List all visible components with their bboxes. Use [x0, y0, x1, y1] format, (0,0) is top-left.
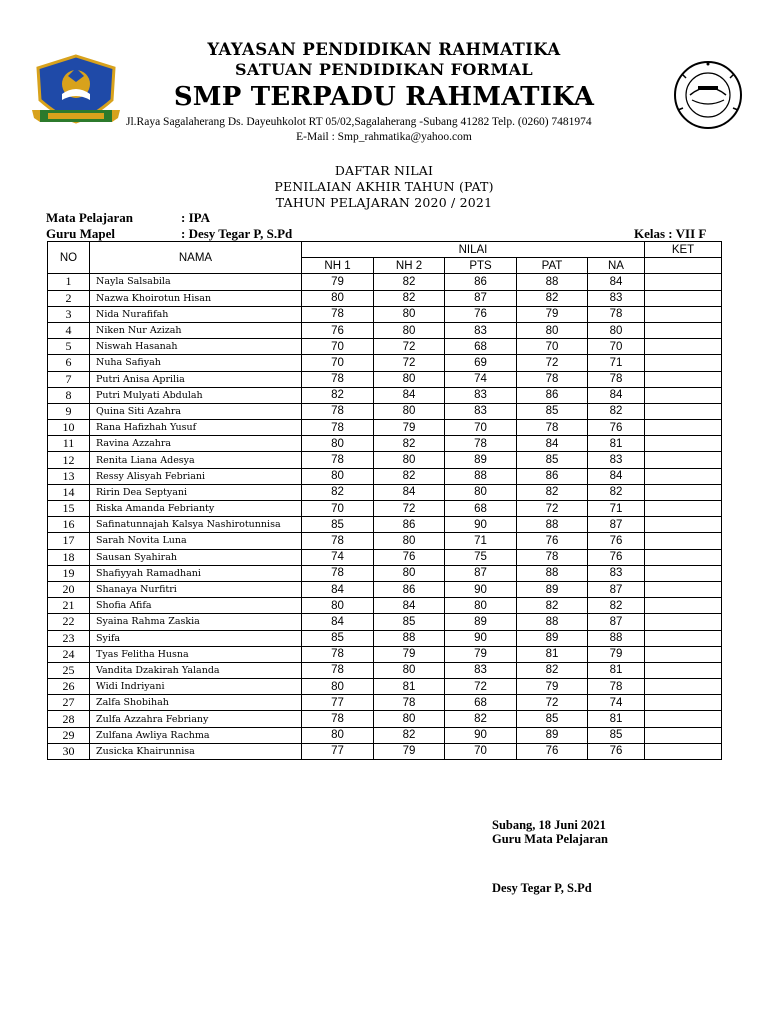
cell-pts: 68 [445, 339, 517, 355]
cell-pat: 76 [517, 743, 588, 759]
table-row [48, 646, 722, 662]
cell-pat: 85 [517, 711, 588, 727]
cell-ket [645, 371, 722, 387]
cell-pts: 76 [445, 306, 517, 322]
cell-nh1: 82 [302, 387, 374, 403]
cell-name: Shafiyyah Ramadhani [90, 565, 302, 581]
cell-pts: 74 [445, 371, 517, 387]
cell-ket [645, 662, 722, 678]
cell-na: 76 [588, 533, 645, 549]
cell-na: 81 [588, 662, 645, 678]
table-row [48, 533, 722, 549]
cell-na: 84 [588, 274, 645, 290]
cell-pts: 68 [445, 695, 517, 711]
cell-nh1: 77 [302, 695, 374, 711]
cell-no: 6 [48, 355, 90, 371]
foundation-name: YAYASAN PENDIDIKAN RAHMATIKA [207, 40, 561, 59]
cell-no: 29 [48, 727, 90, 743]
cell-pat: 78 [517, 420, 588, 436]
cell-ket [645, 339, 722, 355]
cell-no: 21 [48, 598, 90, 614]
cell-pat: 82 [517, 598, 588, 614]
table-row [48, 711, 722, 727]
table-row [48, 274, 722, 290]
cell-nh2: 72 [374, 501, 445, 517]
cell-na: 82 [588, 403, 645, 419]
cell-pat: 89 [517, 630, 588, 646]
cell-pts: 78 [445, 436, 517, 452]
cell-name: Widi Indriyani [90, 679, 302, 695]
cell-no: 24 [48, 646, 90, 662]
cell-na: 71 [588, 501, 645, 517]
cell-pat: 88 [517, 517, 588, 533]
table-row [48, 727, 722, 743]
cell-name: Safinatunnajah Kalsya Nashirotunnisa [90, 517, 302, 533]
cell-nh2: 82 [374, 468, 445, 484]
cell-na: 78 [588, 679, 645, 695]
cell-name: Zusicka Khairunnisa [90, 743, 302, 759]
sign-place-date: Subang, 18 Juni 2021 [492, 818, 606, 832]
cell-ket [645, 452, 722, 468]
cell-name: Niswah Hasanah [90, 339, 302, 355]
cell-pts: 70 [445, 743, 517, 759]
cell-nh2: 86 [374, 517, 445, 533]
cell-nh2: 84 [374, 598, 445, 614]
cell-ket [645, 517, 722, 533]
cell-na: 76 [588, 549, 645, 565]
cell-nh1: 76 [302, 322, 374, 338]
cell-nh2: 82 [374, 436, 445, 452]
cell-na: 80 [588, 322, 645, 338]
cell-ket [645, 743, 722, 759]
cell-ket [645, 549, 722, 565]
cell-pts: 87 [445, 565, 517, 581]
cell-nh1: 78 [302, 306, 374, 322]
cell-pat: 82 [517, 662, 588, 678]
table-row [48, 355, 722, 371]
cell-nh1: 70 [302, 339, 374, 355]
cell-pts: 83 [445, 662, 517, 678]
header-nilai: NILAI [302, 242, 645, 258]
cell-nh2: 88 [374, 630, 445, 646]
cell-pts: 68 [445, 501, 517, 517]
cell-pat: 79 [517, 679, 588, 695]
cell-pts: 90 [445, 630, 517, 646]
cell-name: Ririn Dea Septyani [90, 484, 302, 500]
cell-nh2: 78 [374, 695, 445, 711]
cell-no: 14 [48, 484, 90, 500]
cell-no: 10 [48, 420, 90, 436]
subject-value: : IPA [181, 210, 211, 225]
cell-nh2: 82 [374, 727, 445, 743]
cell-name: Nazwa Khoirotun Hisan [90, 290, 302, 306]
cell-na: 70 [588, 339, 645, 355]
cell-pts: 89 [445, 452, 517, 468]
cell-nh1: 80 [302, 290, 374, 306]
cell-pts: 80 [445, 484, 517, 500]
table-row [48, 598, 722, 614]
cell-pat: 84 [517, 436, 588, 452]
header-na: NA [588, 258, 645, 274]
cell-nh2: 80 [374, 403, 445, 419]
cell-name: Syifa [90, 630, 302, 646]
cell-nh2: 85 [374, 614, 445, 630]
cell-pat: 86 [517, 468, 588, 484]
cell-ket [645, 322, 722, 338]
table-row [48, 452, 722, 468]
cell-ket [645, 533, 722, 549]
teacher-value: : Desy Tegar P, S.Pd [181, 226, 293, 241]
table-row [48, 614, 722, 630]
cell-na: 82 [588, 484, 645, 500]
cell-ket [645, 403, 722, 419]
cell-name: Putri Anisa Aprilia [90, 371, 302, 387]
cell-pat: 79 [517, 306, 588, 322]
cell-pts: 71 [445, 533, 517, 549]
cell-ket [645, 711, 722, 727]
cell-pts: 75 [445, 549, 517, 565]
table-row [48, 468, 722, 484]
cell-pat: 85 [517, 403, 588, 419]
cell-name: Shofia Afifa [90, 598, 302, 614]
unit-name: SATUAN PENDIDIKAN FORMAL [234, 60, 534, 79]
cell-no: 22 [48, 614, 90, 630]
cell-no: 25 [48, 662, 90, 678]
cell-nh1: 85 [302, 630, 374, 646]
table-row [48, 420, 722, 436]
cell-no: 7 [48, 371, 90, 387]
cell-nh1: 74 [302, 549, 374, 565]
table-row [48, 306, 722, 322]
cell-na: 85 [588, 727, 645, 743]
cell-nh1: 80 [302, 679, 374, 695]
cell-na: 76 [588, 743, 645, 759]
cell-ket [645, 727, 722, 743]
cell-ket [645, 598, 722, 614]
school-name: SMP TERPADU RAHMATIKA [173, 82, 595, 112]
cell-no: 20 [48, 581, 90, 597]
cell-no: 5 [48, 339, 90, 355]
table-row [48, 436, 722, 452]
cell-ket [645, 614, 722, 630]
cell-no: 1 [48, 274, 90, 290]
cell-na: 84 [588, 387, 645, 403]
cell-nh1: 78 [302, 662, 374, 678]
cell-pts: 79 [445, 646, 517, 662]
cell-na: 83 [588, 565, 645, 581]
cell-pat: 78 [517, 549, 588, 565]
cell-pts: 89 [445, 614, 517, 630]
cell-nh1: 70 [302, 355, 374, 371]
cell-nh2: 72 [374, 355, 445, 371]
cell-name: Renita Liana Adesya [90, 452, 302, 468]
header-pat: PAT [517, 258, 588, 274]
header-nh1: NH 1 [302, 258, 374, 274]
cell-nh2: 79 [374, 743, 445, 759]
cell-pat: 89 [517, 581, 588, 597]
table-row [48, 339, 722, 355]
cell-no: 13 [48, 468, 90, 484]
table-row [48, 695, 722, 711]
cell-name: Nida Nurafifah [90, 306, 302, 322]
cell-pts: 83 [445, 403, 517, 419]
cell-nh2: 76 [374, 549, 445, 565]
cell-pat: 76 [517, 533, 588, 549]
cell-no: 16 [48, 517, 90, 533]
cell-no: 8 [48, 387, 90, 403]
cell-nh1: 84 [302, 581, 374, 597]
cell-pat: 81 [517, 646, 588, 662]
cell-no: 11 [48, 436, 90, 452]
table-row [48, 403, 722, 419]
cell-nh2: 80 [374, 306, 445, 322]
cell-name: Quina Siti Azahra [90, 403, 302, 419]
cell-na: 84 [588, 468, 645, 484]
cell-nh1: 78 [302, 565, 374, 581]
sign-role: Guru Mata Pelajaran [492, 832, 608, 846]
cell-pts: 90 [445, 517, 517, 533]
cell-na: 81 [588, 711, 645, 727]
cell-pat: 72 [517, 355, 588, 371]
cell-ket [645, 501, 722, 517]
cell-no: 19 [48, 565, 90, 581]
cell-nh2: 80 [374, 533, 445, 549]
cell-nh2: 84 [374, 387, 445, 403]
cell-nh1: 78 [302, 371, 374, 387]
cell-name: Vandita Dzakirah Yalanda [90, 662, 302, 678]
cell-name: Riska Amanda Febrianty [90, 501, 302, 517]
cell-na: 81 [588, 436, 645, 452]
cell-name: Zulfa Azzahra Febriany [90, 711, 302, 727]
cell-nh1: 82 [302, 484, 374, 500]
cell-ket [645, 306, 722, 322]
cell-nh1: 79 [302, 274, 374, 290]
cell-no: 23 [48, 630, 90, 646]
cell-no: 2 [48, 290, 90, 306]
cell-na: 83 [588, 452, 645, 468]
round-seal-logo [668, 60, 748, 130]
table-row [48, 549, 722, 565]
cell-nh1: 77 [302, 743, 374, 759]
cell-nh1: 78 [302, 711, 374, 727]
cell-pat: 72 [517, 501, 588, 517]
cell-pat: 88 [517, 614, 588, 630]
cell-nh1: 85 [302, 517, 374, 533]
cell-nh1: 78 [302, 403, 374, 419]
cell-pts: 70 [445, 420, 517, 436]
cell-pts: 83 [445, 322, 517, 338]
cell-no: 3 [48, 306, 90, 322]
cell-ket [645, 468, 722, 484]
cell-no: 15 [48, 501, 90, 517]
table-row [48, 290, 722, 306]
cell-nh1: 80 [302, 598, 374, 614]
header-ket-blank [645, 258, 722, 274]
cell-na: 87 [588, 517, 645, 533]
cell-name: Sausan Syahirah [90, 549, 302, 565]
cell-name: Nuha Safiyah [90, 355, 302, 371]
cell-name: Niken Nur Azizah [90, 322, 302, 338]
cell-ket [645, 355, 722, 371]
cell-no: 28 [48, 711, 90, 727]
cell-name: Putri Mulyati Abdulah [90, 387, 302, 403]
cell-nh2: 84 [374, 484, 445, 500]
cell-pat: 89 [517, 727, 588, 743]
school-address: Jl.Raya Sagalaherang Ds. Dayeuhkolot RT 05/02,Sagalaherang -Subang 41282 Telp. (0260) 7481974 [126, 116, 592, 128]
cell-na: 71 [588, 355, 645, 371]
cell-pat: 88 [517, 565, 588, 581]
cell-ket [645, 387, 722, 403]
table-row [48, 371, 722, 387]
cell-nh2: 86 [374, 581, 445, 597]
table-row [48, 630, 722, 646]
cell-nh1: 80 [302, 468, 374, 484]
cell-na: 82 [588, 598, 645, 614]
cell-nh2: 79 [374, 420, 445, 436]
table-row [48, 565, 722, 581]
teacher-label: Guru Mapel [46, 226, 115, 241]
cell-nh2: 72 [374, 339, 445, 355]
cell-nh2: 80 [374, 452, 445, 468]
cell-pts: 90 [445, 727, 517, 743]
cell-no: 26 [48, 679, 90, 695]
cell-pat: 88 [517, 274, 588, 290]
cell-no: 12 [48, 452, 90, 468]
sign-name: Desy Tegar P, S.Pd [492, 881, 592, 895]
cell-ket [645, 290, 722, 306]
cell-name: Ravina Azzahra [90, 436, 302, 452]
cell-nh1: 80 [302, 727, 374, 743]
cell-name: Rana Hafizhah Yusuf [90, 420, 302, 436]
cell-nh1: 78 [302, 533, 374, 549]
cell-ket [645, 646, 722, 662]
cell-nh1: 84 [302, 614, 374, 630]
table-row [48, 517, 722, 533]
cell-nh2: 80 [374, 322, 445, 338]
cell-na: 74 [588, 695, 645, 711]
cell-name: Nayla Salsabila [90, 274, 302, 290]
cell-nh1: 78 [302, 646, 374, 662]
cell-pat: 78 [517, 371, 588, 387]
cell-nh2: 80 [374, 711, 445, 727]
cell-no: 30 [48, 743, 90, 759]
cell-pts: 88 [445, 468, 517, 484]
cell-na: 78 [588, 371, 645, 387]
doc-year: TAHUN PELAJARAN 2020 / 2021 [275, 195, 493, 210]
cell-pat: 82 [517, 290, 588, 306]
cell-ket [645, 274, 722, 290]
cell-nh1: 78 [302, 452, 374, 468]
cell-pts: 80 [445, 598, 517, 614]
cell-nh1: 78 [302, 420, 374, 436]
cell-na: 87 [588, 614, 645, 630]
cell-pts: 82 [445, 711, 517, 727]
header-name: NAMA [90, 242, 302, 274]
table-row [48, 679, 722, 695]
grades-table [47, 241, 722, 760]
cell-name: Tyas Felitha Husna [90, 646, 302, 662]
cell-pat: 72 [517, 695, 588, 711]
table-row [48, 322, 722, 338]
cell-name: Shanaya Nurfitri [90, 581, 302, 597]
cell-ket [645, 420, 722, 436]
cell-name: Syaina Rahma Zaskia [90, 614, 302, 630]
cell-no: 27 [48, 695, 90, 711]
cell-nh2: 80 [374, 565, 445, 581]
cell-nh2: 79 [374, 646, 445, 662]
table-row [48, 743, 722, 759]
class-label: Kelas : VII F [634, 226, 707, 241]
cell-pat: 85 [517, 452, 588, 468]
table-row [48, 501, 722, 517]
cell-na: 79 [588, 646, 645, 662]
cell-ket [645, 581, 722, 597]
header-ket: KET [645, 242, 722, 258]
header-pts: PTS [445, 258, 517, 274]
cell-na: 87 [588, 581, 645, 597]
cell-ket [645, 436, 722, 452]
table-row [48, 387, 722, 403]
cell-ket [645, 565, 722, 581]
cell-name: Ressy Alisyah Febriani [90, 468, 302, 484]
doc-title: DAFTAR NILAI [334, 163, 434, 178]
cell-pts: 83 [445, 387, 517, 403]
doc-subtitle: PENILAIAN AKHIR TAHUN (PAT) [274, 179, 494, 194]
cell-ket [645, 484, 722, 500]
cell-pat: 82 [517, 484, 588, 500]
cell-nh2: 80 [374, 371, 445, 387]
table-row [48, 581, 722, 597]
cell-name: Sarah Novita Luna [90, 533, 302, 549]
cell-pat: 70 [517, 339, 588, 355]
cell-no: 17 [48, 533, 90, 549]
cell-nh2: 82 [374, 290, 445, 306]
cell-ket [645, 679, 722, 695]
cell-nh1: 70 [302, 501, 374, 517]
table-row [48, 484, 722, 500]
school-email: E-Mail : Smp_rahmatika@yahoo.com [296, 131, 472, 143]
cell-pts: 87 [445, 290, 517, 306]
header-no: NO [48, 242, 90, 274]
cell-na: 78 [588, 306, 645, 322]
cell-nh2: 81 [374, 679, 445, 695]
cell-na: 88 [588, 630, 645, 646]
cell-nh2: 80 [374, 662, 445, 678]
cell-pts: 69 [445, 355, 517, 371]
cell-pat: 80 [517, 322, 588, 338]
subject-label: Mata Pelajaran [46, 210, 134, 225]
cell-na: 76 [588, 420, 645, 436]
cell-name: Zulfana Awliya Rachma [90, 727, 302, 743]
cell-ket [645, 630, 722, 646]
cell-pts: 86 [445, 274, 517, 290]
cell-nh1: 80 [302, 436, 374, 452]
table-row [48, 662, 722, 678]
cell-pts: 72 [445, 679, 517, 695]
cell-ket [645, 695, 722, 711]
cell-no: 9 [48, 403, 90, 419]
cell-pts: 90 [445, 581, 517, 597]
cell-no: 4 [48, 322, 90, 338]
cell-na: 83 [588, 290, 645, 306]
cell-nh2: 82 [374, 274, 445, 290]
header-nh2: NH 2 [374, 258, 445, 274]
cell-no: 18 [48, 549, 90, 565]
cell-pat: 86 [517, 387, 588, 403]
cell-name: Zalfa Shobihah [90, 695, 302, 711]
